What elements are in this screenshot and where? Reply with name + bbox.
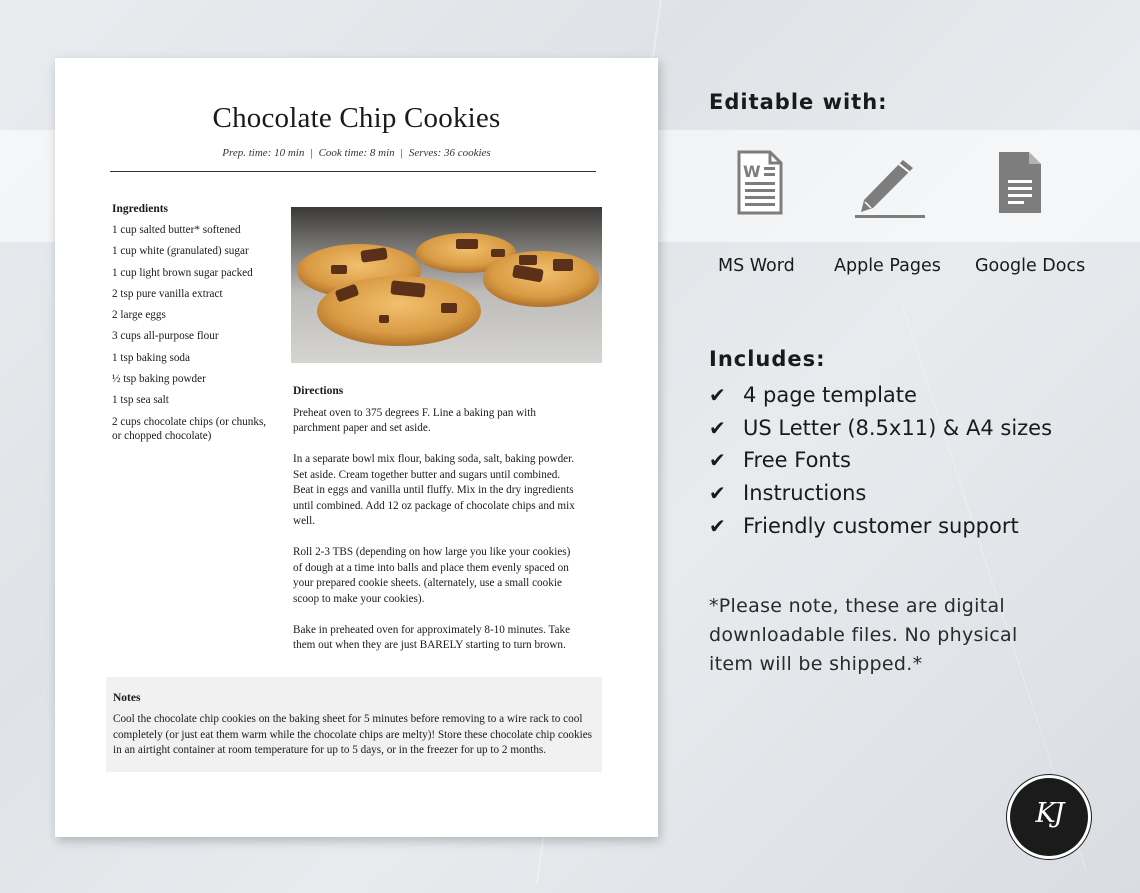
check-icon: ✔ <box>709 448 726 473</box>
app-label: Apple Pages <box>834 256 941 276</box>
directions-section <box>293 384 581 669</box>
ingredient-item: ½ tsp baking powder <box>112 373 206 386</box>
docs-file-icon <box>996 150 1044 216</box>
word-document-icon <box>736 150 784 216</box>
recipe-page <box>55 58 658 837</box>
editable-heading: Editable with: <box>709 90 888 114</box>
includes-item-label: 4 page template <box>743 383 917 407</box>
direction-step: Preheat oven to 375 degrees F. Line a baking pan with parchment paper and set aside. <box>293 406 536 434</box>
check-icon: ✔ <box>709 481 726 506</box>
check-icon: ✔ <box>709 383 726 407</box>
check-icon: ✔ <box>709 513 726 538</box>
includes-item <box>709 444 1052 477</box>
prep-time: Prep. time: 10 min <box>222 147 305 159</box>
ingredient-item: 1 cup salted butter* softened <box>112 224 241 236</box>
apple-pages-app <box>829 156 949 220</box>
cookies-photo <box>291 207 602 363</box>
ms-word-app <box>700 150 820 216</box>
includes-item-label: Instructions <box>743 481 867 506</box>
ingredient-item: 1 tsp sea salt <box>112 394 169 407</box>
meta-separator: | <box>400 147 403 159</box>
includes-item-label: Free Fonts <box>743 448 851 473</box>
includes-item <box>709 379 1052 412</box>
serves: Serves: 36 cookies <box>408 147 491 159</box>
meta-separator: | <box>310 147 313 159</box>
ingredient-item: 1 cup light brown sugar packed <box>112 266 253 279</box>
ingredient-item: 2 tsp pure vanilla extract <box>112 287 223 300</box>
cook-time: Cook time: 8 min <box>318 147 395 159</box>
app-label: MS Word <box>718 256 795 276</box>
ingredient-item: 2 cups chocolate chips (or chunks, or chopped chocolate) <box>112 415 267 442</box>
includes-item <box>709 412 1052 445</box>
recipe-meta <box>55 147 658 159</box>
directions-heading: Directions <box>293 385 344 397</box>
notes-heading: Notes <box>113 692 141 704</box>
check-icon: ✔ <box>709 415 726 440</box>
includes-item <box>709 510 1052 543</box>
app-label: Google Docs <box>975 256 1086 276</box>
ingredient-item: 1 cup white (granulated) sugar <box>112 245 249 258</box>
ingredient-item: 3 cups all-purpose flour <box>112 330 219 343</box>
includes-item-label: US Letter (8.5x11) & A4 sizes <box>743 415 1053 440</box>
svg-text:W: W <box>743 162 761 181</box>
includes-list <box>709 379 1052 542</box>
direction-step: Bake in preheated oven for approximately 8-10 minutes. Take them out when they are just BARELY starting to turn brown. <box>293 623 571 651</box>
notes-box <box>106 677 602 772</box>
ingredients-section <box>112 202 277 450</box>
title-divider <box>110 171 596 172</box>
recipe-title: Chocolate Chip Cookies <box>212 102 501 134</box>
digital-files-note: *Please note, these are digital downloadable files. No physical item will be shipped.* <box>709 595 1018 675</box>
notes-text: Cool the chocolate chip cookies on the baking sheet for 5 minutes before removing to a wire rack to cool completely (or just eat them warm while the chocolate chips are melty)! Store these chocolate chip cookies in an airtight container at room temperature for up to 5 days, or in the freezer for up to 2 months. <box>113 713 593 756</box>
includes-item-label: Friendly customer support <box>743 513 1019 538</box>
logo-monogram: KJ <box>1035 798 1063 829</box>
ingredients-heading: Ingredients <box>112 203 169 215</box>
ingredient-item: 1 tsp baking soda <box>112 351 190 364</box>
direction-step: In a separate bowl mix flour, baking soda, salt, baking powder. Set aside. Cream together butter and sugars until combined. Beat in eggs and vanilla until fluffy. Mix in the dry ingredients until combined. Add 12 oz package of chocolate chips and mix well. <box>293 453 575 527</box>
direction-step: Roll 2-3 TBS (depending on how large you like your cookies) of dough at a time into balls and place them evenly spaced on your prepared cookie sheets. (alternately, use a small cookie scoop to make your cookies). <box>293 546 571 605</box>
google-docs-app <box>960 150 1080 216</box>
ingredient-item: 2 large eggs <box>112 309 166 322</box>
brand-logo <box>1010 778 1088 856</box>
includes-heading: Includes: <box>709 347 826 371</box>
pen-icon <box>851 156 927 220</box>
includes-item <box>709 477 1052 510</box>
